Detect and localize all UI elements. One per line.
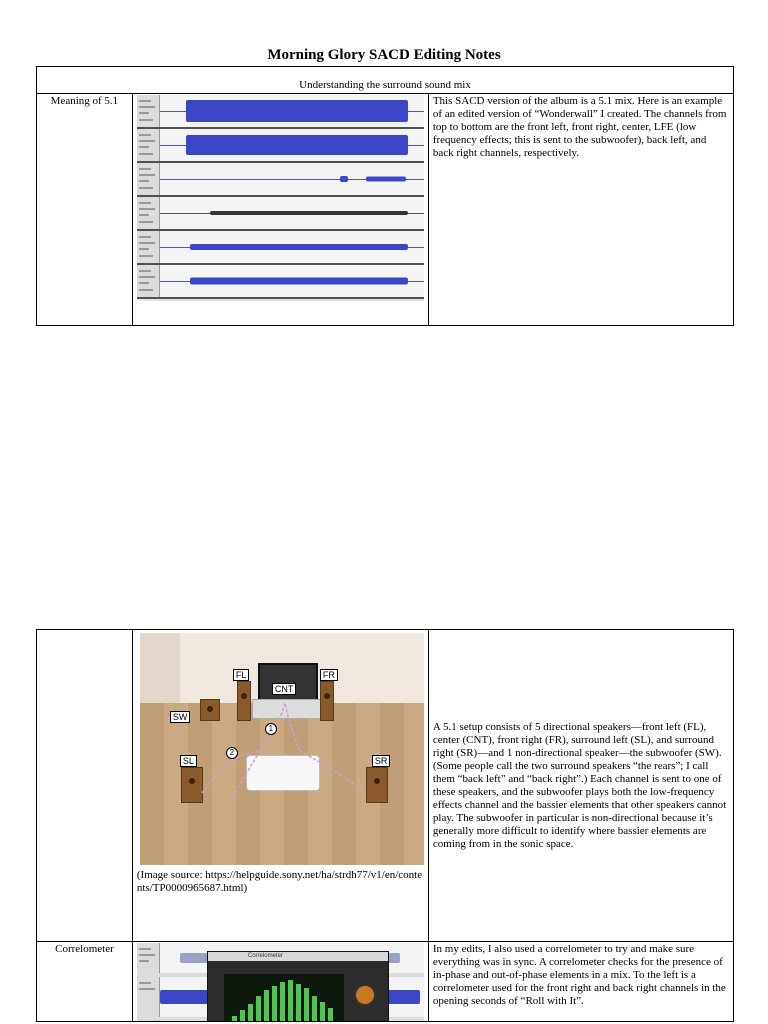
- image-source-caption: (Image source: https://helpguide.sony.net/ha/strdh77/v1/en/contents/TP0000965687.html): [136, 869, 423, 894]
- label-fr: FR: [320, 669, 338, 681]
- correlometer-cell: [132, 942, 428, 1022]
- speaker-setup-table: [36, 629, 734, 1022]
- measurement-path: [140, 633, 424, 865]
- row-label-empty: [37, 630, 133, 942]
- track-front-right: [137, 129, 424, 163]
- label-fl: FL: [233, 669, 250, 681]
- row-text-setup: A 5.1 setup consists of 5 directional speakers—front left (FL), center (CNT), front right (FR), surround left (SL), and surround right (SR)—and 1 non-directional speaker—the subwoofer (SW). (Some people call the two surround speakers “the rears”; I call them “back left” and “back right”.) Each channel is sent to one of these speakers, and the subwoofer plays both the low-frequency effects channel and the bassier elements that other speakers cannot play. The subwoofer in particular is non-directional because it’s generally more difficult to identify where bassier elements are coming from in the sonic space.: [428, 630, 733, 942]
- track-lfe: [137, 197, 424, 231]
- track-front-left: [137, 95, 424, 129]
- correlometer-title: Correlometer: [208, 952, 388, 961]
- label-sr: SR: [372, 755, 391, 767]
- track-center: [137, 163, 424, 197]
- row-label-meaning: Meaning of 5.1: [37, 94, 133, 326]
- waveform-screenshot: [132, 94, 428, 326]
- audio-editor-image: [137, 95, 424, 301]
- table-header: Understanding the surround sound mix: [37, 67, 734, 94]
- track-back-right: [137, 265, 424, 299]
- row-text-correlometer: In my edits, I also used a correlometer to try and make sure everything was in sync. A correlometer checks for the presence of in-phase and out-of-phase elements in a mix. To the left is a correlometer used for the front right and back right channels in the opening seconds of “Roll with It”.: [428, 942, 733, 1022]
- correlometer-window: [207, 951, 389, 1021]
- row-text-meaning: This SACD version of the album is a 5.1 mix. Here is an example of an edited version of “Wonderwall” I created. The channels from top to bottom are the front left, front right, center, LFE (low frequency effects; this is sent to the subwoofer), back left, and back right channels, respectively.: [428, 94, 733, 326]
- track-back-left: [137, 231, 424, 265]
- speaker-diagram-cell: [132, 630, 428, 942]
- label-cnt: CNT: [272, 683, 297, 695]
- knob-icon: [354, 984, 376, 1006]
- row-label-correlometer: Correlometer: [37, 942, 133, 1022]
- marker-2: 2: [226, 747, 238, 759]
- label-sl: SL: [180, 755, 197, 767]
- document-title: Morning Glory SACD Editing Notes: [267, 47, 501, 63]
- correlometer-image: [137, 943, 424, 1021]
- surround-mix-table: [36, 66, 734, 326]
- label-sw: SW: [170, 711, 191, 723]
- marker-1: 1: [265, 723, 277, 735]
- correlometer-meter: [224, 974, 344, 1021]
- speaker-room-image: [140, 633, 424, 865]
